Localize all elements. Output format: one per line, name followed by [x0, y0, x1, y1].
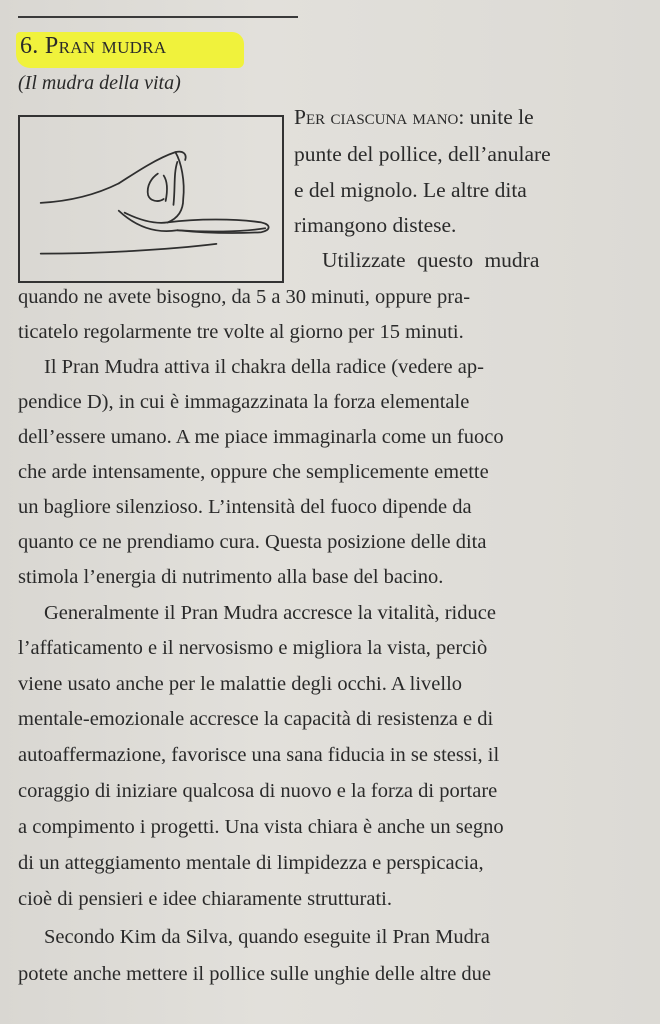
hand-pran-mudra-illustration [18, 115, 284, 283]
line-13: stimola l’energia di nutrimento alla base del bacino. [18, 566, 444, 588]
line-10: che arde intensamente, oppure che semplicemente emette [18, 461, 489, 483]
line-22: cioè di pensieri e idee chiaramente strutturati. [18, 888, 392, 910]
line-11: un bagliore silenzioso. L’intensità del fuoco dipende da [18, 496, 472, 518]
section-title: Pran mudra [44, 33, 167, 59]
line-24: potete anche mettere il pollice sulle unghie delle altre due [18, 963, 492, 985]
line-3: rimangono distese. [294, 213, 457, 237]
line-17: mentale-emozionale accresce la capacità di resistenza e di [18, 708, 494, 730]
line-15: l’affaticamento e il nervosismo e migliora la vista, perciò [18, 637, 488, 659]
line-12: quanto ce ne prendiamo cura. Questa posizione delle dita [18, 531, 487, 553]
line-5: quando ne avete bisogno, da 5 a 30 minuti, oppure pra- [18, 286, 471, 308]
line-19: coraggio di iniziare qualcosa di nuovo e la forza di portare [18, 780, 498, 802]
line-20: a compimento i progetti. Una vista chiara è anche un segno [18, 816, 504, 838]
intro-label: Per ciascuna mano: [294, 105, 465, 129]
text-line-intro [294, 107, 534, 129]
line-9: dell’essere umano. A me piace immaginarla come un fuoco [18, 426, 504, 448]
line-16: viene usato anche per le malattie degli occhi. A livello [18, 673, 463, 695]
section-number: 6. [20, 33, 39, 59]
line-7: Il Pran Mudra attiva il chakra della radice (vedere ap- [44, 356, 484, 378]
line-18: autoaffermazione, favorisce una sana fiducia in se stessi, il [18, 744, 500, 766]
line-1: punte del pollice, dell’anulare [294, 142, 551, 166]
line-23: Secondo Kim da Silva, quando eseguite il Pran Mudra [44, 926, 490, 948]
line-0: unite le [464, 105, 534, 129]
line-21: di un atteggiamento mentale di limpidezza e perspicacia, [18, 852, 484, 874]
line-4: Utilizzate questo mudra [322, 248, 540, 272]
line-14: Generalmente il Pran Mudra accresce la vitalità, riduce [44, 602, 496, 624]
line-6: ticatelo regolarmente tre volte al giorno per 15 minuti. [18, 321, 464, 343]
top-rule [18, 16, 298, 18]
line-2: e del mignolo. Le altre dita [294, 178, 527, 202]
subtitle: (Il mudra della vita) [18, 72, 181, 94]
hand-icon [20, 117, 282, 281]
line-8: pendice D), in cui è immagazzinata la forza elementale [18, 391, 470, 413]
section-heading [20, 33, 166, 60]
